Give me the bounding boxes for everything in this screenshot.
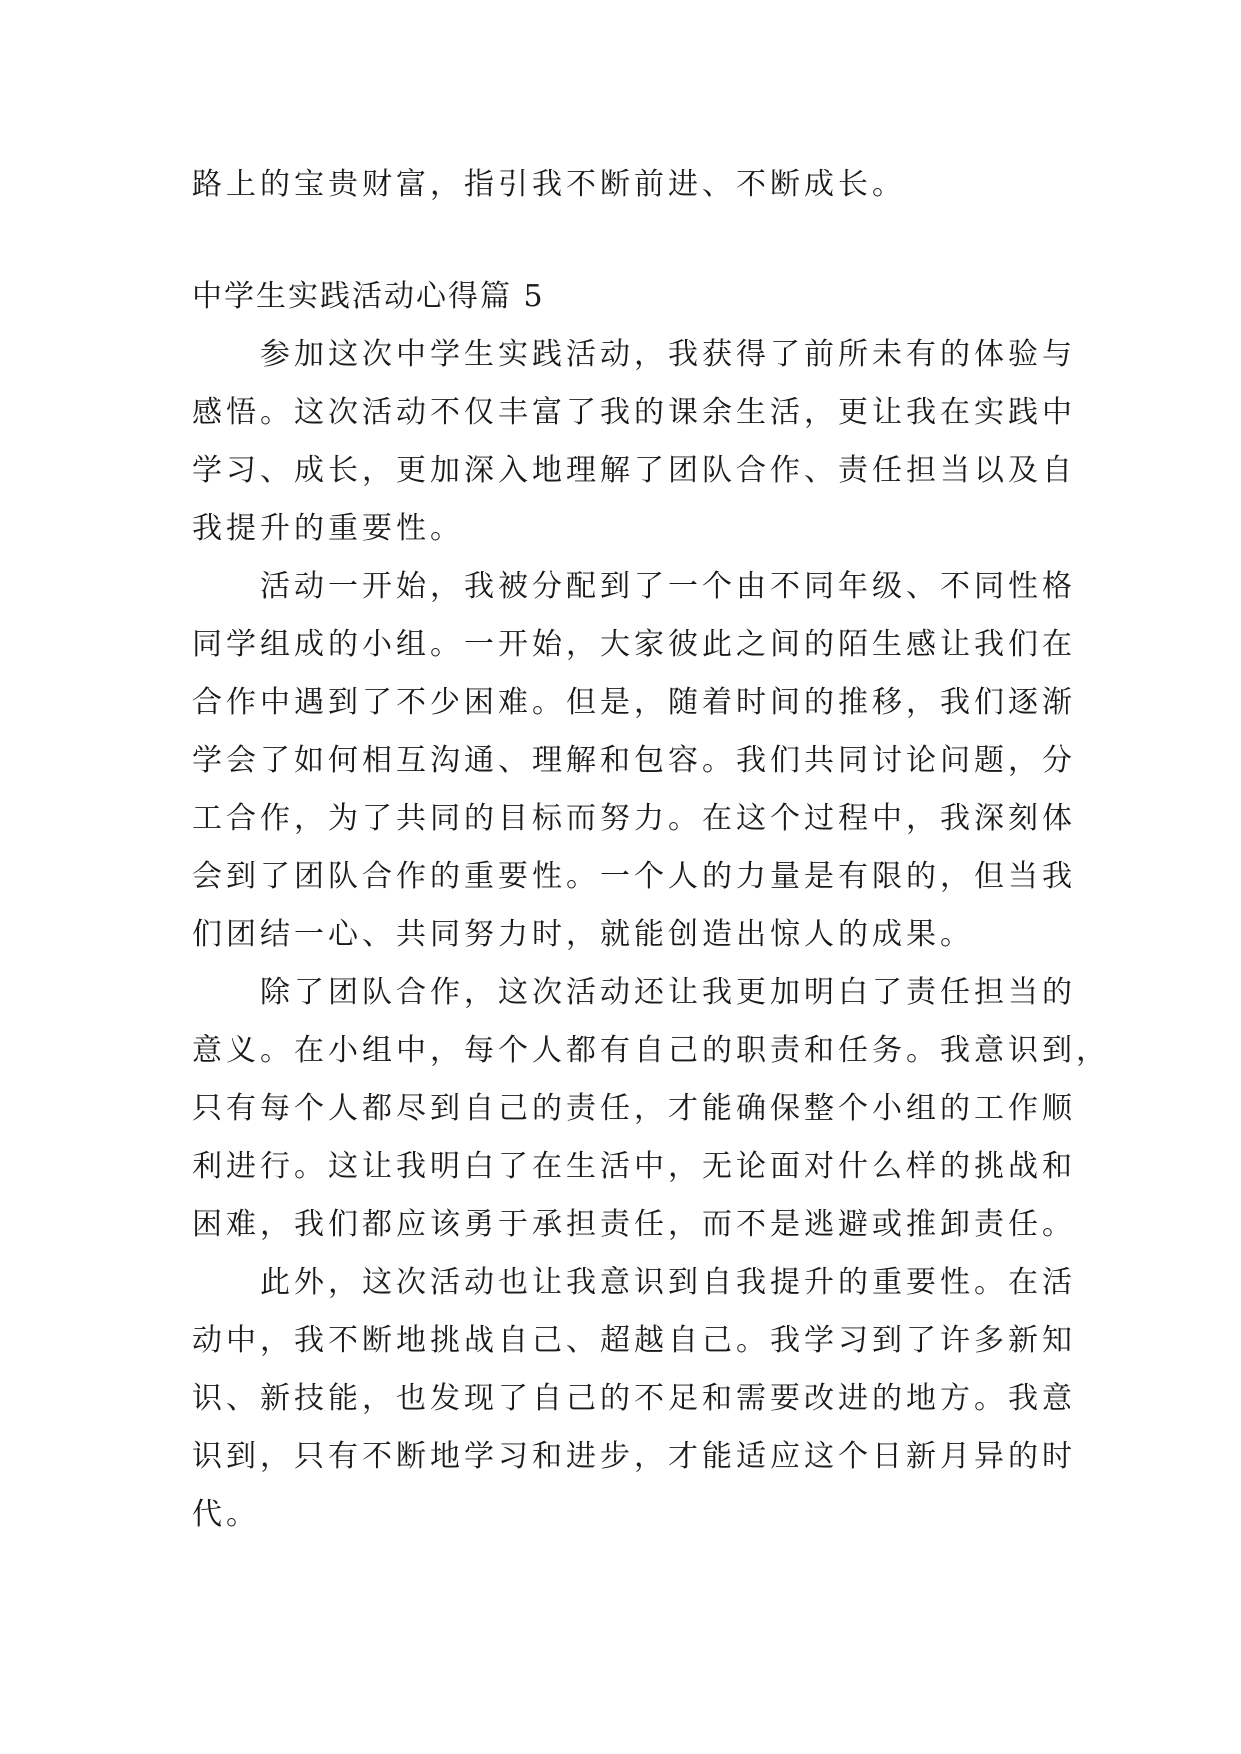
paragraph-line: 感悟。这次活动不仅丰富了我的课余生活，更让我在实践中 [192, 395, 1076, 430]
paragraph-line: 我提升的重要性。 [192, 511, 464, 546]
paragraph-line: 识、新技能，也发现了自己的不足和需要改进的地方。我意 [192, 1381, 1076, 1416]
paragraph-line: 工合作，为了共同的目标而努力。在这个过程中，我深刻体 [192, 801, 1076, 836]
paragraph-3 [192, 964, 1110, 1254]
document-body [192, 156, 1110, 1544]
paragraph-line: 动中，我不断地挑战自己、超越自己。我学习到了许多新知 [192, 1323, 1076, 1358]
paragraph-4 [192, 1254, 1076, 1544]
paragraph-line: 学会了如何相互沟通、理解和包容。我们共同讨论问题，分 [192, 743, 1076, 778]
paragraph-line: 活动一开始，我被分配到了一个由不同年级、不同性格 [260, 569, 1076, 604]
paragraph-line: 合作中遇到了不少困难。但是，随着时间的推移，我们逐渐 [192, 685, 1076, 720]
paragraph-line: 此外，这次活动也让我意识到自我提升的重要性。在活 [260, 1265, 1076, 1300]
paragraph-line: 们团结一心、共同努力时，就能创造出惊人的成果。 [192, 917, 974, 952]
paragraph-line: 参加这次中学生实践活动，我获得了前所未有的体验与 [260, 337, 1076, 372]
paragraph-line: 困难，我们都应该勇于承担责任，而不是逃避或推卸责任。 [192, 1207, 1076, 1242]
paragraph-2 [192, 558, 1076, 964]
section-gap [192, 214, 1054, 268]
paragraph-1 [192, 326, 1076, 558]
paragraph-line: 学习、成长，更加深入地理解了团队合作、责任担当以及自 [192, 453, 1076, 488]
section-title: 中学生实践活动心得篇 5 [192, 279, 545, 314]
paragraph-line: 会到了团队合作的重要性。一个人的力量是有限的，但当我 [192, 859, 1076, 894]
paragraph-line: 只有每个人都尽到自己的责任，才能确保整个小组的工作顺 [192, 1091, 1076, 1126]
paragraph-line: 同学组成的小组。一开始，大家彼此之间的陌生感让我们在 [192, 627, 1076, 662]
paragraph-line: 识到，只有不断地学习和进步，才能适应这个日新月异的时 [192, 1439, 1076, 1474]
paragraph-line: 除了团队合作，这次活动还让我更加明白了责任担当的 [260, 975, 1076, 1010]
paragraph-line: 代。 [192, 1497, 260, 1532]
carryover-line: 路上的宝贵财富，指引我不断前进、不断成长。 [192, 167, 906, 202]
paragraph-line: 意义。在小组中，每个人都有自己的职责和任务。我意识到， [192, 1033, 1110, 1068]
paragraph-line: 利进行。这让我明白了在生活中，无论面对什么样的挑战和 [192, 1149, 1076, 1184]
